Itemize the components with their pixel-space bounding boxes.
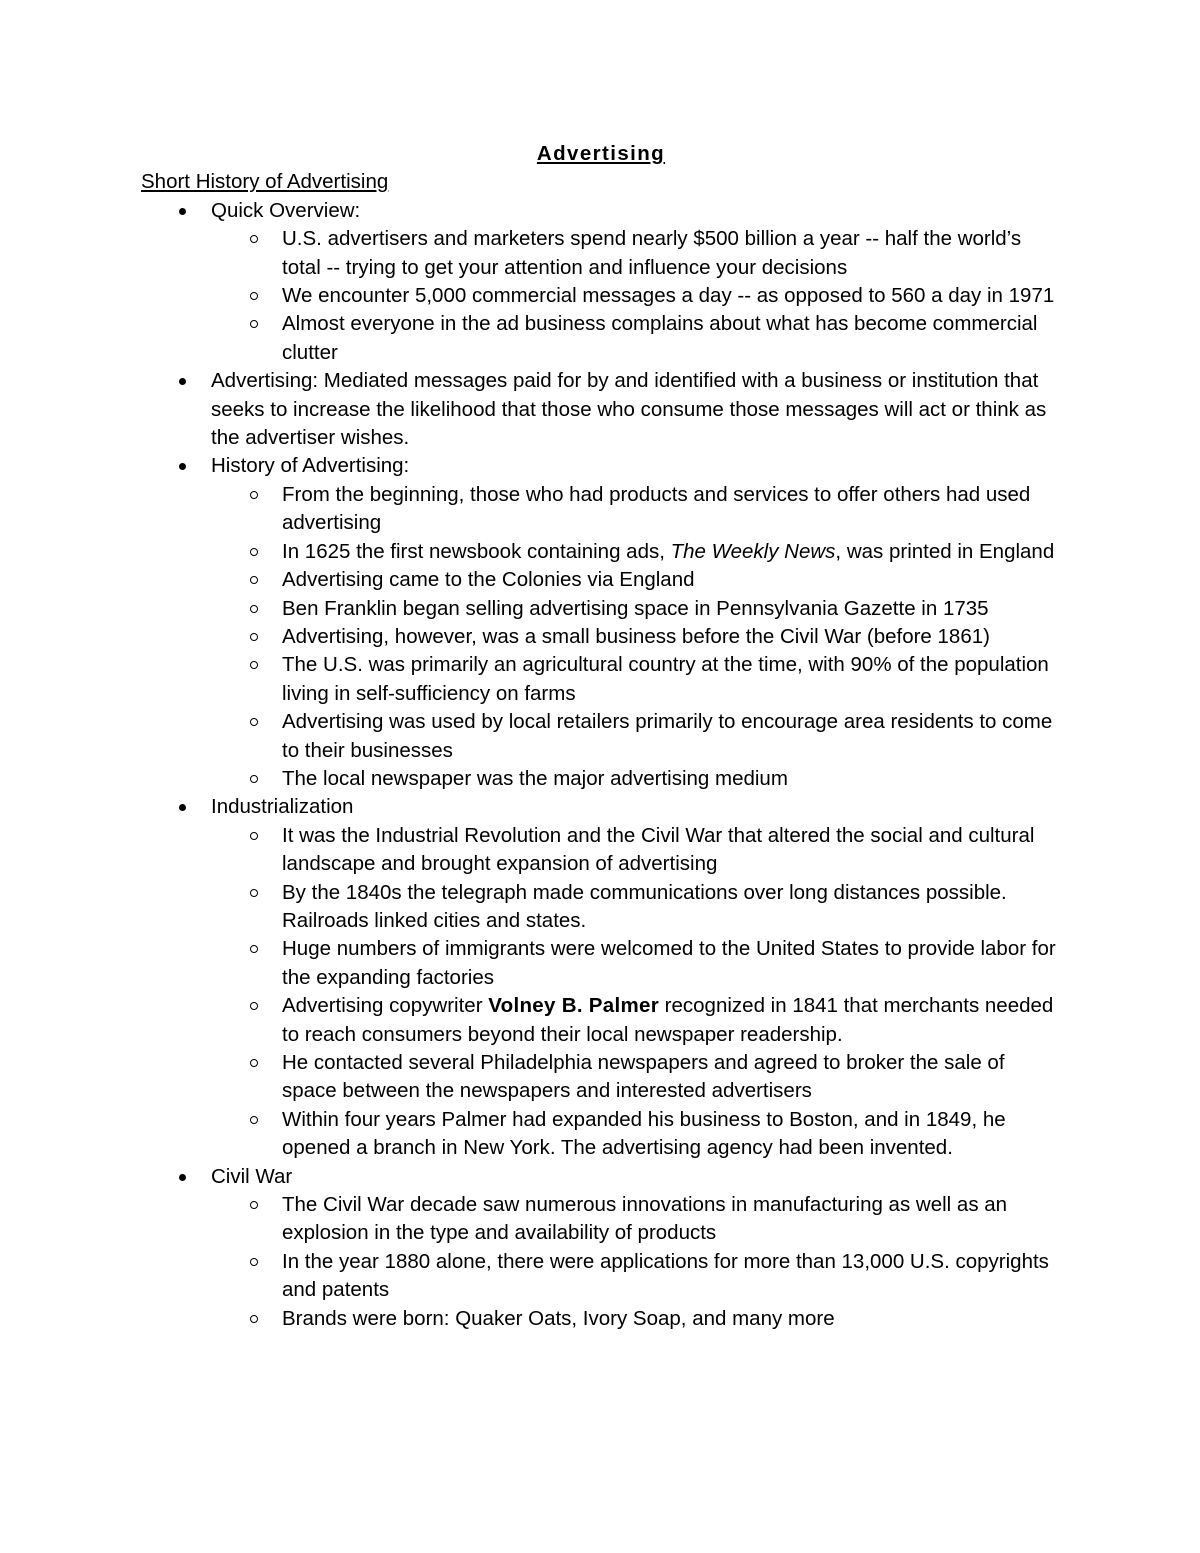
outline-item-label: Industrialization bbox=[211, 795, 354, 819]
hollow-bullet-icon bbox=[250, 1059, 258, 1067]
sub-list-item: The U.S. was primarily an agricultural country at the time, with 90% of the population living in self-sufficiency on farms bbox=[141, 651, 1061, 708]
sub-list-item: In the year 1880 alone, there were applications for more than 13,000 U.S. copyrights and patents bbox=[141, 1248, 1061, 1305]
section-heading: Short History of Advertising bbox=[141, 170, 389, 194]
filled-bullet-icon bbox=[179, 1174, 186, 1181]
hollow-bullet-icon bbox=[250, 889, 258, 897]
sub-list-item: The Civil War decade saw numerous innovations in manufacturing as well as an explosion in the type and availability of products bbox=[141, 1191, 1061, 1248]
hollow-bullet-icon bbox=[250, 1201, 258, 1209]
outline-item-history-of-advertising bbox=[141, 452, 1061, 793]
document-title: Advertising bbox=[536, 142, 666, 165]
outline-item-label: History of Advertising: bbox=[211, 454, 410, 478]
hollow-bullet-icon bbox=[250, 1258, 258, 1266]
hollow-bullet-icon bbox=[250, 633, 258, 641]
sub-list-item: By the 1840s the telegraph made communications over long distances possible. Railroads linked cities and states. bbox=[141, 879, 1061, 936]
hollow-bullet-icon bbox=[250, 1315, 258, 1323]
sub-list-item: From the beginning, those who had products and services to offer others had used advertising bbox=[141, 481, 1061, 538]
sub-list-item: Advertising came to the Colonies via England bbox=[141, 566, 1061, 594]
outline-item-label: Advertising: Mediated messages paid for by and identified with a business or institution that seeks to increase the likelihood that those who consume those messages will act or think as the advertiser wishes. bbox=[211, 369, 1047, 450]
sub-list-item: Advertising, however, was a small business before the Civil War (before 1861) bbox=[141, 623, 1061, 651]
sub-list-item: Almost everyone in the ad business complains about what has become commercial clutter bbox=[141, 310, 1061, 367]
hollow-bullet-icon bbox=[250, 775, 258, 783]
hollow-bullet-icon bbox=[250, 491, 258, 499]
sub-list-item: Ben Franklin began selling advertising space in Pennsylvania Gazette in 1735 bbox=[141, 595, 1061, 623]
hollow-bullet-icon bbox=[250, 832, 258, 840]
outline-item-label: Civil War bbox=[211, 1164, 293, 1188]
outline-item-civil-war bbox=[141, 1163, 1061, 1333]
sub-list-item: He contacted several Philadelphia newspapers and agreed to broker the sale of space between the newspapers and interested advertisers bbox=[141, 1049, 1061, 1106]
person-name: Volney B. Palmer bbox=[488, 994, 659, 1018]
hollow-bullet-icon bbox=[250, 605, 258, 613]
sub-list-item: It was the Industrial Revolution and the Civil War that altered the social and cultural landscape and brought expansion of advertising bbox=[141, 822, 1061, 879]
sub-list-item: Advertising copywriter Volney B. Palmer recognized in 1841 that merchants needed to reach consumers beyond their local newspaper readership. bbox=[141, 992, 1061, 1049]
sub-list-item: U.S. advertisers and marketers spend nearly $500 billion a year -- half the world’s total -- trying to get your attention and influence your decisions bbox=[141, 225, 1061, 282]
sub-list-item: In 1625 the first newsbook containing ads, The Weekly News, was printed in England bbox=[141, 538, 1061, 566]
outline-list bbox=[141, 197, 1061, 1333]
document-body bbox=[141, 140, 1061, 1333]
sub-list-item: Within four years Palmer had expanded his business to Boston, and in 1849, he opened a branch in New York. The advertising agency had been invented. bbox=[141, 1106, 1061, 1163]
hollow-bullet-icon bbox=[250, 292, 258, 300]
sub-list-item: The local newspaper was the major advertising medium bbox=[141, 765, 1061, 793]
sub-list-item: Brands were born: Quaker Oats, Ivory Soap, and many more bbox=[141, 1305, 1061, 1333]
filled-bullet-icon bbox=[179, 463, 186, 470]
sub-list bbox=[211, 225, 1061, 367]
hollow-bullet-icon bbox=[250, 1116, 258, 1124]
outline-item-quick-overview bbox=[141, 197, 1061, 367]
sub-list-item: Huge numbers of immigrants were welcomed to the United States to provide labor for the expanding factories bbox=[141, 935, 1061, 992]
outline-item-industrialization bbox=[141, 793, 1061, 1162]
sub-list bbox=[211, 1191, 1061, 1333]
hollow-bullet-icon bbox=[250, 548, 258, 556]
outline-item-advertising-definition bbox=[141, 367, 1061, 452]
filled-bullet-icon bbox=[179, 378, 186, 385]
filled-bullet-icon bbox=[179, 208, 186, 215]
filled-bullet-icon bbox=[179, 804, 186, 811]
publication-title: The Weekly News bbox=[670, 539, 836, 563]
outline-item-label: Quick Overview: bbox=[211, 198, 361, 222]
sub-list bbox=[211, 822, 1061, 1163]
sub-list-item: Advertising was used by local retailers primarily to encourage area residents to come to their businesses bbox=[141, 708, 1061, 765]
sub-list-item: We encounter 5,000 commercial messages a day -- as opposed to 560 a day in 1971 bbox=[141, 282, 1061, 310]
sub-list bbox=[211, 481, 1061, 793]
